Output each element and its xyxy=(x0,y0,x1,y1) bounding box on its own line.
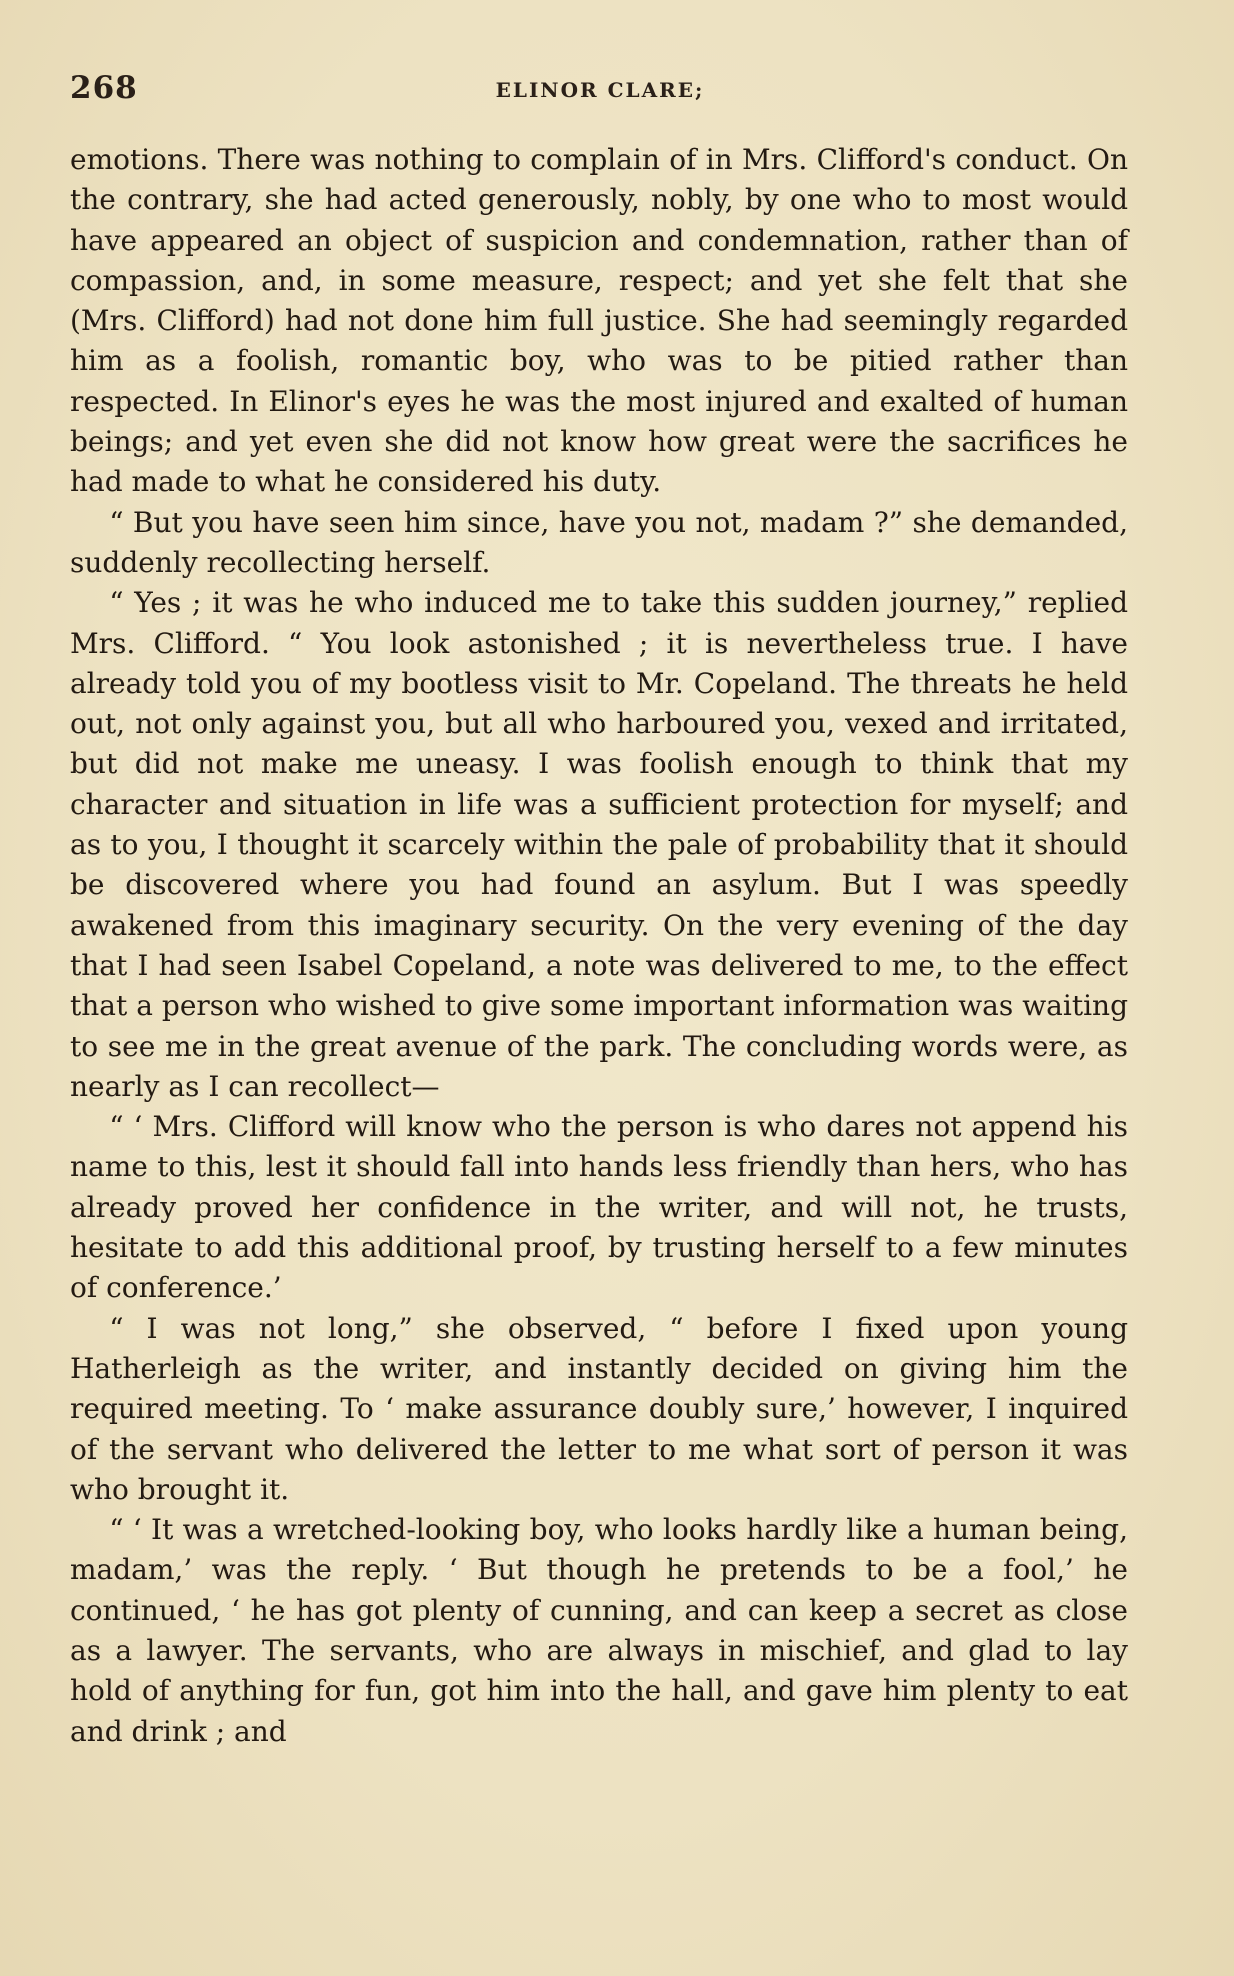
paragraph: “ ‘ Mrs. Clifford will know who the person is who dares not append his name to this, lest it should fall into hands less friendly than hers, who has already proved her confidence in the writer, and will not, he trusts, hesitate to add this additional proof, by trusting herself to a few minutes of conference.’ xyxy=(70,1110,1128,1305)
paragraph: “ ‘ It was a wretched-looking boy, who looks hardly like a human being, madam,’ was the reply. ‘ But though he pretends to be a fool,’ he continued, ‘ he has got plenty of cunning, and can keep a secret as close as a lawyer. The servants, who are always in mischief, and glad to lay hold of anything for fun, got him into the hall, and gave him plenty to eat and drink ; and xyxy=(70,1513,1128,1748)
paragraph: “ Yes ; it was he who induced me to take this sudden journey,” replied Mrs. Clifford. “ You look astonished ; it is nevertheless true. I have already told you of my bootless visit to Mr. Copeland. The threats he held out, not only against you, but all who harboured you, vexed and irritated, but did not make me uneasy. I was foolish enough to think that my character and situation in life was a sufficient protection for myself; and as to you, I thought it scarcely within the pale of probability that it should be discovered where you had found an asylum. But I was speedly awakened from this imaginary security. On the very evening of the day that I had seen Isabel Copeland, a note was delivered to me, to the effect that a person who wished to give some important information was waiting to see me in the great avenue of the park. The concluding words were, as nearly as I can recollect— xyxy=(70,586,1128,1103)
paragraph: emotions. There was nothing to complain of in Mrs. Clifford's conduct. On the contrary, she had acted generously, nobly, by one who to most would have appeared an object of suspicion and condemnation, rather than of compassion, and, in some measure, respect; and yet she felt that she (Mrs. Clifford) had not done him full justice. She had seemingly regarded him as a foolish, romantic boy, who was to be pitied rather than respected. In Elinor's eyes he was the most injured and exalted of human beings; and yet even she did not know how great were the sacrifices he had made to what he considered his duty. xyxy=(70,143,1128,499)
paragraph: “ But you have seen him since, have you not, madam ?” she demanded, suddenly recollecting herself. xyxy=(70,505,1128,579)
page-number: 268 xyxy=(70,70,138,106)
body-text xyxy=(70,140,1128,1752)
page-header xyxy=(70,70,1130,114)
paragraph: “ I was not long,” she observed, “ before I fixed upon young Hatherleigh as the writer, and instantly decided on giving him the required meeting. To ‘ make assurance doubly sure,’ however, I inquired of the servant who delivered the letter to me what sort of person it was who brought it. xyxy=(70,1311,1128,1506)
running-head: ELINOR CLARE; xyxy=(495,78,705,102)
